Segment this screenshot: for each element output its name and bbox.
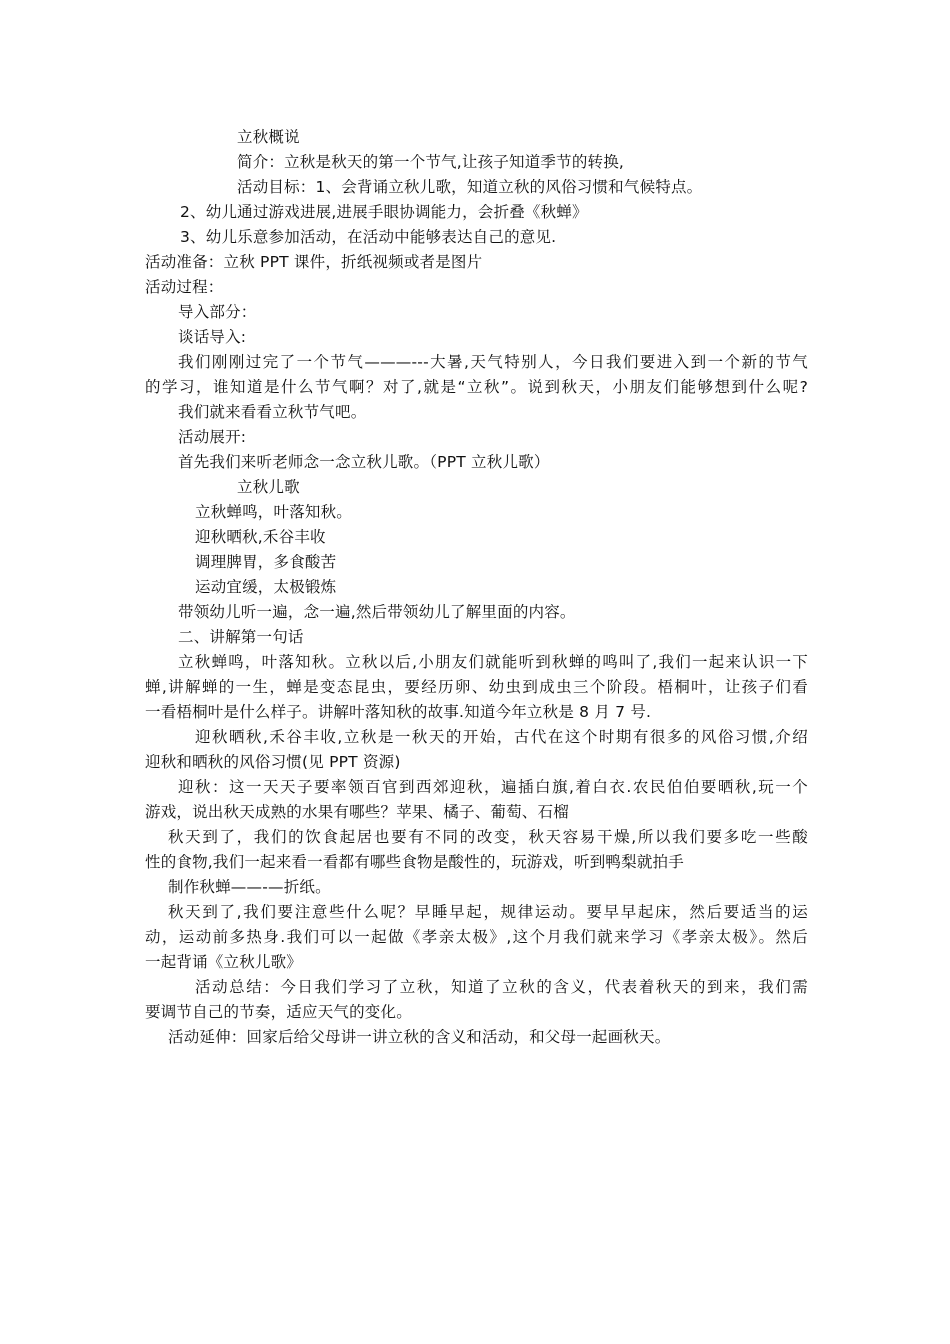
- process-heading: 活动过程：: [145, 278, 224, 296]
- document-title: 立秋概说: [237, 128, 300, 146]
- extension-line: 活动延伸：回家后给父母讲一讲立秋的含义和活动，和父母一起画秋天。: [168, 1028, 671, 1046]
- talk-paragraph-line: 我们刚刚过完了一个节气———---大暑,天气特别人，今日我们要进入到一个新的节气: [178, 353, 808, 371]
- summary-paragraph-line: 活动总结：今日我们学习了立秋，知道了立秋的含义，代表着秋天的到来，我们需: [195, 978, 808, 996]
- cicada-paragraph-line: 蝉,讲解蝉的一生，蝉是变态昆虫，要经历卵、幼虫到成虫三个阶段。梧桐叶，让孩子们看: [145, 678, 808, 696]
- cicada-paragraph-line: 一看梧桐叶是什么样子。讲解叶落知秋的故事.知道今年立秋是 8 月 7 号.: [145, 703, 652, 721]
- diet-paragraph-line: 性的食物,我们一起来看一看都有哪些食物是酸性的，玩游戏，听到鸭梨就拍手: [145, 853, 684, 871]
- poem-line: 立秋蝉鸣，叶落知秋。: [195, 503, 353, 521]
- exercise-paragraph-line: 一起背诵《立秋儿歌》: [145, 953, 303, 971]
- activity-goal-2: 2、幼儿通过游戏进展,进展手眼协调能力，会折叠《秋蝉》: [180, 203, 588, 221]
- exercise-paragraph-line: 动，运动前多热身.我们可以一起做《孝亲太极》,这个月我们就来学习《孝亲太极》。然后: [145, 928, 808, 946]
- exercise-paragraph-line: 秋天到了,我们要注意些什么呢？早睡早起，规律运动。要早早起床，然后要适当的运: [168, 903, 808, 921]
- diet-paragraph-line: 秋天到了，我们的饮食起居也要有不同的改变，秋天容易干燥,所以我们要多吃一些酸: [168, 828, 808, 846]
- lead-instruction: 带领幼儿听一遍，念一遍,然后带领幼儿了解里面的内容。: [178, 603, 576, 621]
- craft-line: 制作秋蝉——-—折纸。: [168, 878, 331, 896]
- expand-heading: 活动展开:: [178, 428, 247, 446]
- poem-line: 迎秋晒秋,禾谷丰收: [195, 528, 326, 546]
- poem-line: 运动宜缓，太极锻炼: [195, 578, 337, 596]
- activity-goal-3: 3、幼儿乐意参加活动，在活动中能够表达自己的意见.: [180, 228, 557, 246]
- cicada-paragraph-line: 立秋蝉鸣，叶落知秋。立秋以后,小朋友们就能听到秋蝉的鸣叫了,我们一起来认识一下: [178, 653, 808, 671]
- intro-text: 简介：立秋是秋天的第一个节气,让孩子知道季节的转换,: [237, 153, 625, 171]
- talk-paragraph-line: 我们就来看看立秋节气吧。: [178, 403, 367, 421]
- poem-title: 立秋儿歌: [237, 478, 300, 496]
- harvest-paragraph-line: 迎秋晒秋,禾谷丰收,立秋是一秋天的开始，古代在这个时期有很多的风俗习惯,介绍: [195, 728, 808, 746]
- listen-instruction: 首先我们来听老师念一念立秋儿歌。（PPT 立秋儿歌）: [178, 453, 550, 471]
- poem-line: 调理脾胃，多食酸苦: [195, 553, 337, 571]
- talk-paragraph-line: 的学习，谁知道是什么节气啊？对了,就是“立秋”。说到秋天，小朋友们能够想到什么呢?: [145, 378, 808, 396]
- harvest-paragraph-line: 迎秋和晒秋的风俗习惯(见 PPT 资源): [145, 753, 401, 771]
- activity-goal-1: 活动目标：1、会背诵立秋儿歌，知道立秋的风俗习惯和气候特点。: [237, 178, 703, 196]
- talk-intro-heading: 谈话导入:: [178, 328, 247, 346]
- welcome-paragraph-line: 游戏，说出秋天成熟的水果有哪些？苹果、橘子、葡萄、石榴: [145, 803, 569, 821]
- activity-preparation: 活动准备：立秋 PPT 课件，折纸视频或者是图片: [145, 253, 483, 271]
- section-two-heading: 二、讲解第一句话: [178, 628, 304, 646]
- summary-paragraph-line: 要调节自己的节奏，适应天气的变化。: [145, 1003, 412, 1021]
- intro-section-heading: 导入部分：: [178, 303, 257, 321]
- welcome-paragraph-line: 迎秋：这一天天子要率领百官到西郊迎秋，遍插白旗,着白衣.农民伯伯要晒秋,玩一个: [178, 778, 808, 796]
